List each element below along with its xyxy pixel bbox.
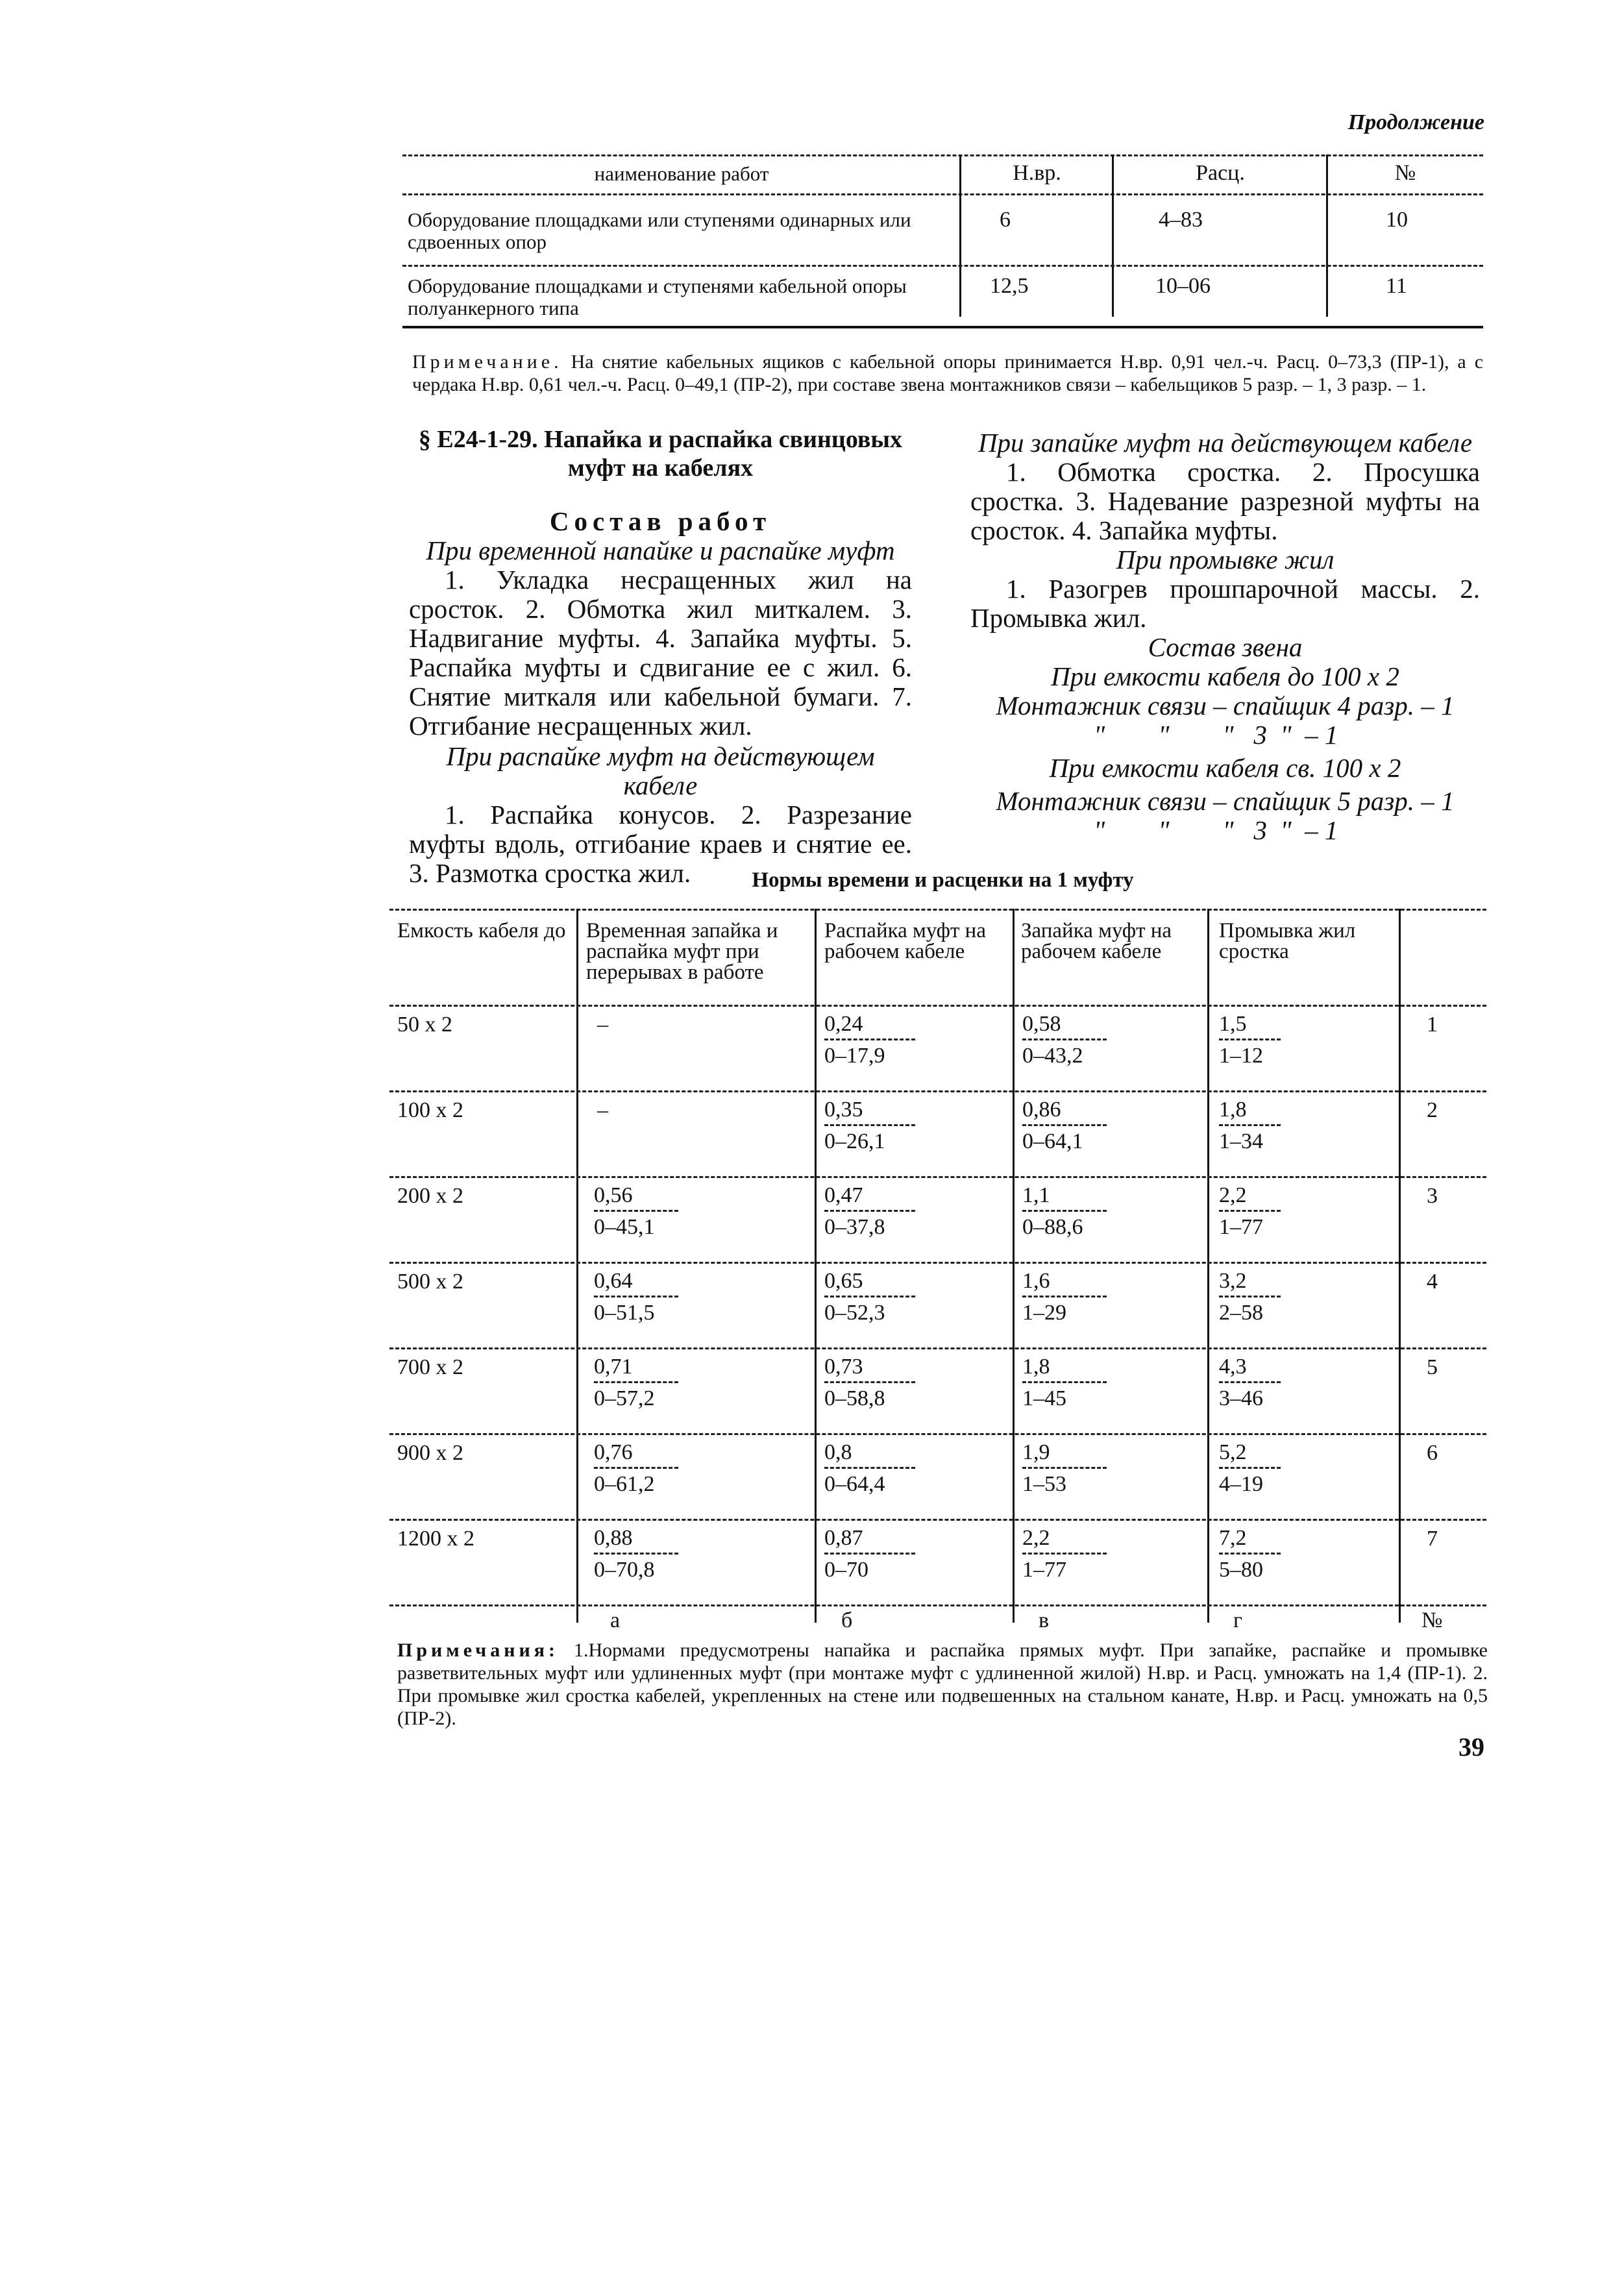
header-capacity: Емкость кабеля до <box>397 919 566 942</box>
row-2-temp-dash: – <box>597 1098 608 1122</box>
row-7-capacity: 1200 х 2 <box>397 1527 474 1551</box>
row-6-number: 6 <box>1427 1441 1438 1465</box>
row-7-solder: 2,2 1–77 <box>1022 1525 1107 1583</box>
note-1-label: Примечание. <box>412 351 563 373</box>
crew-caption-1: При емкости кабеля до 100 х 2 <box>1051 661 1399 691</box>
top-table-row-1-nvr: 6 <box>1000 208 1011 232</box>
row-5-wash: 4,3 3–46 <box>1219 1354 1281 1412</box>
temp-text: 1. Укладка несращенных жил на сросток. 2. Обмотка жил миткалем. 3. Надвигание муфты. 4. Запайка муфты. 5. Распайка муфты и сдвигание ее с жил. 6. Снятие миткаля или кабельной бумаги. 7. Отгибание несращенных жил. <box>409 565 912 741</box>
row-4-number: 4 <box>1427 1270 1438 1294</box>
row-6-capacity: 900 х 2 <box>397 1441 463 1465</box>
crew-line-1b: " " " 3 " – 1 <box>1094 720 1338 750</box>
row-5-capacity: 700 х 2 <box>397 1355 463 1379</box>
row-2-wash: 1,8 1–34 <box>1219 1097 1281 1155</box>
top-table-row-1-rasc: 4–83 <box>1159 208 1203 232</box>
row-7-temp: 0,88 0–70,8 <box>594 1525 678 1583</box>
row-1-capacity: 50 х 2 <box>397 1013 452 1037</box>
row-2-unsolder: 0,35 0–26,1 <box>824 1097 915 1155</box>
left-column <box>409 425 912 888</box>
row-1-solder: 0,58 0–43,2 <box>1022 1011 1107 1069</box>
solder-heading: При запайке муфт на действующем кабеле <box>978 428 1473 458</box>
header-wash: Промывка жил сростка <box>1219 919 1356 963</box>
row-5-unsolder: 0,73 0–58,8 <box>824 1354 915 1412</box>
header-unsolder: Распайка муфт на рабочем кабеле <box>824 919 986 963</box>
solder-text: 1. Обмотка сростка. 2. Просушка сростка. 3. Надевание разрезной муфты на сросток. 4. Запайка муфты. <box>970 457 1480 545</box>
row-3-number: 3 <box>1427 1184 1438 1208</box>
note-2-text: 1.Нормами предусмотрены напайка и распайка прямых муфт. При запайке, распайке и промывке разветвительных муфт или удлиненных муфт (при монтаже муфт с удлиненной жилой) Н.вр. и Расц. умножать на 1,4 (ПР-1). 2. При промывке жил сростка кабелей, укрепленных на стене или подвешенных на стальном канате, Н.вр. и Расц. умножать на 0,5 (ПР-2). <box>397 1640 1488 1729</box>
row-6-solder: 1,9 1–53 <box>1022 1440 1107 1497</box>
row-2-number: 2 <box>1427 1098 1438 1122</box>
row-4-wash: 3,2 2–58 <box>1219 1268 1281 1326</box>
footer-c: в <box>1039 1608 1050 1632</box>
row-6-temp: 0,76 0–61,2 <box>594 1440 678 1497</box>
row-4-solder: 1,6 1–29 <box>1022 1268 1107 1326</box>
crew-line-2b: " " " 3 " – 1 <box>1094 815 1338 845</box>
row-1-unsolder: 0,24 0–17,9 <box>824 1011 915 1069</box>
top-table-header-no: № <box>1394 161 1416 185</box>
top-table-row-1-no: 10 <box>1386 208 1408 232</box>
top-table-row-2-nvr: 12,5 <box>990 274 1029 298</box>
row-2-capacity: 100 х 2 <box>397 1098 463 1122</box>
row-3-temp: 0,56 0–45,1 <box>594 1183 678 1240</box>
top-table-row-2-rasc: 10–06 <box>1155 274 1211 298</box>
top-table-row-1-name: Оборудование площадками или ступенями одинарных или сдвоенных опор <box>408 208 911 253</box>
row-1-temp-dash: – <box>597 1013 608 1037</box>
row-4-temp: 0,64 0–51,5 <box>594 1268 678 1326</box>
crew-caption-2: При емкости кабеля св. 100 х 2 <box>1049 753 1401 783</box>
header-temp: Временная запайка и распайка муфт при перерывах в работе <box>586 919 778 984</box>
continuation-label: Продолжение <box>1347 110 1484 134</box>
wash-heading: При промывке жил <box>1116 545 1335 574</box>
unsolder-text: 1. Распайка конусов. 2. Разрезание муфты вдоль, отгибание краев и снятие ее. 3. Размотка сростка жил. <box>409 800 912 888</box>
row-4-unsolder: 0,65 0–52,3 <box>824 1268 915 1326</box>
row-5-number: 5 <box>1427 1355 1438 1379</box>
right-column <box>970 428 1480 845</box>
crew-heading: Состав звена <box>1148 632 1303 662</box>
header-solder: Запайка муфт на рабочем кабеле <box>1021 919 1172 963</box>
crew-line-1: Монтажник связи – спайщик 4 разр. – 1 <box>996 691 1455 720</box>
note-2-label: Примечания: <box>397 1640 560 1661</box>
top-table-row-2-no: 11 <box>1386 274 1407 298</box>
wash-text: 1. Разогрев прошпарочной массы. 2. Промывка жил. <box>970 574 1480 633</box>
footer-no: № <box>1421 1608 1443 1632</box>
row-4-capacity: 500 х 2 <box>397 1270 463 1294</box>
main-table-caption: Нормы времени и расценки на 1 муфту <box>752 868 1134 892</box>
row-7-number: 7 <box>1427 1527 1438 1551</box>
row-7-wash: 7,2 5–80 <box>1219 1525 1281 1583</box>
row-3-wash: 2,2 1–77 <box>1219 1183 1281 1240</box>
row-1-number: 1 <box>1427 1013 1438 1037</box>
row-2-solder: 0,86 0–64,1 <box>1022 1097 1107 1155</box>
footer-d: г <box>1233 1608 1242 1632</box>
composition-heading: Состав работ <box>549 506 772 536</box>
footer-b: б <box>841 1608 853 1632</box>
row-3-solder: 1,1 0–88,6 <box>1022 1183 1107 1240</box>
crew-line-2: Монтажник связи – спайщик 5 разр. – 1 <box>996 786 1455 816</box>
row-6-wash: 5,2 4–19 <box>1219 1440 1281 1497</box>
row-5-temp: 0,71 0–57,2 <box>594 1354 678 1412</box>
row-6-unsolder: 0,8 0–64,4 <box>824 1440 915 1497</box>
page-number: 39 <box>1458 1732 1484 1762</box>
unsolder-heading: При распайке муфт на действующем кабеле <box>446 741 875 800</box>
row-3-capacity: 200 х 2 <box>397 1184 463 1208</box>
note-2 <box>397 1639 1488 1730</box>
temp-heading: При временной напайке и распайке муфт <box>426 535 895 565</box>
top-table-header-nvr: Н.вр. <box>1013 161 1061 185</box>
section-title-line-1: § Е24-1-29. Напайка и распайка свинцовых <box>418 426 903 453</box>
top-table-row-2-name: Оборудование площадками и ступенями кабельной опоры полуанкерного типа <box>408 275 907 319</box>
section-title-line-2: муфт на кабелях <box>567 454 754 482</box>
row-1-wash: 1,5 1–12 <box>1219 1011 1281 1069</box>
row-5-solder: 1,8 1–45 <box>1022 1354 1107 1412</box>
top-table-header-rasc: Расц. <box>1196 161 1245 185</box>
note-1 <box>412 350 1483 396</box>
top-table-header-name: наименование работ <box>594 162 769 185</box>
note-1-text: На снятие кабельных ящиков с кабельной опоры принимается Н.вр. 0,91 чел.-ч. Расц. 0–73,3 (ПР-1), а с чердака Н.вр. 0,61 чел.-ч. Расц. 0–49,1 (ПР-2), при составе звена монтажников связи – кабельщиков 5 разр. – 1, 3 разр. – 1. <box>412 351 1484 395</box>
footer-a: а <box>610 1608 621 1632</box>
row-7-unsolder: 0,87 0–70 <box>824 1525 915 1583</box>
row-3-unsolder: 0,47 0–37,8 <box>824 1183 915 1240</box>
